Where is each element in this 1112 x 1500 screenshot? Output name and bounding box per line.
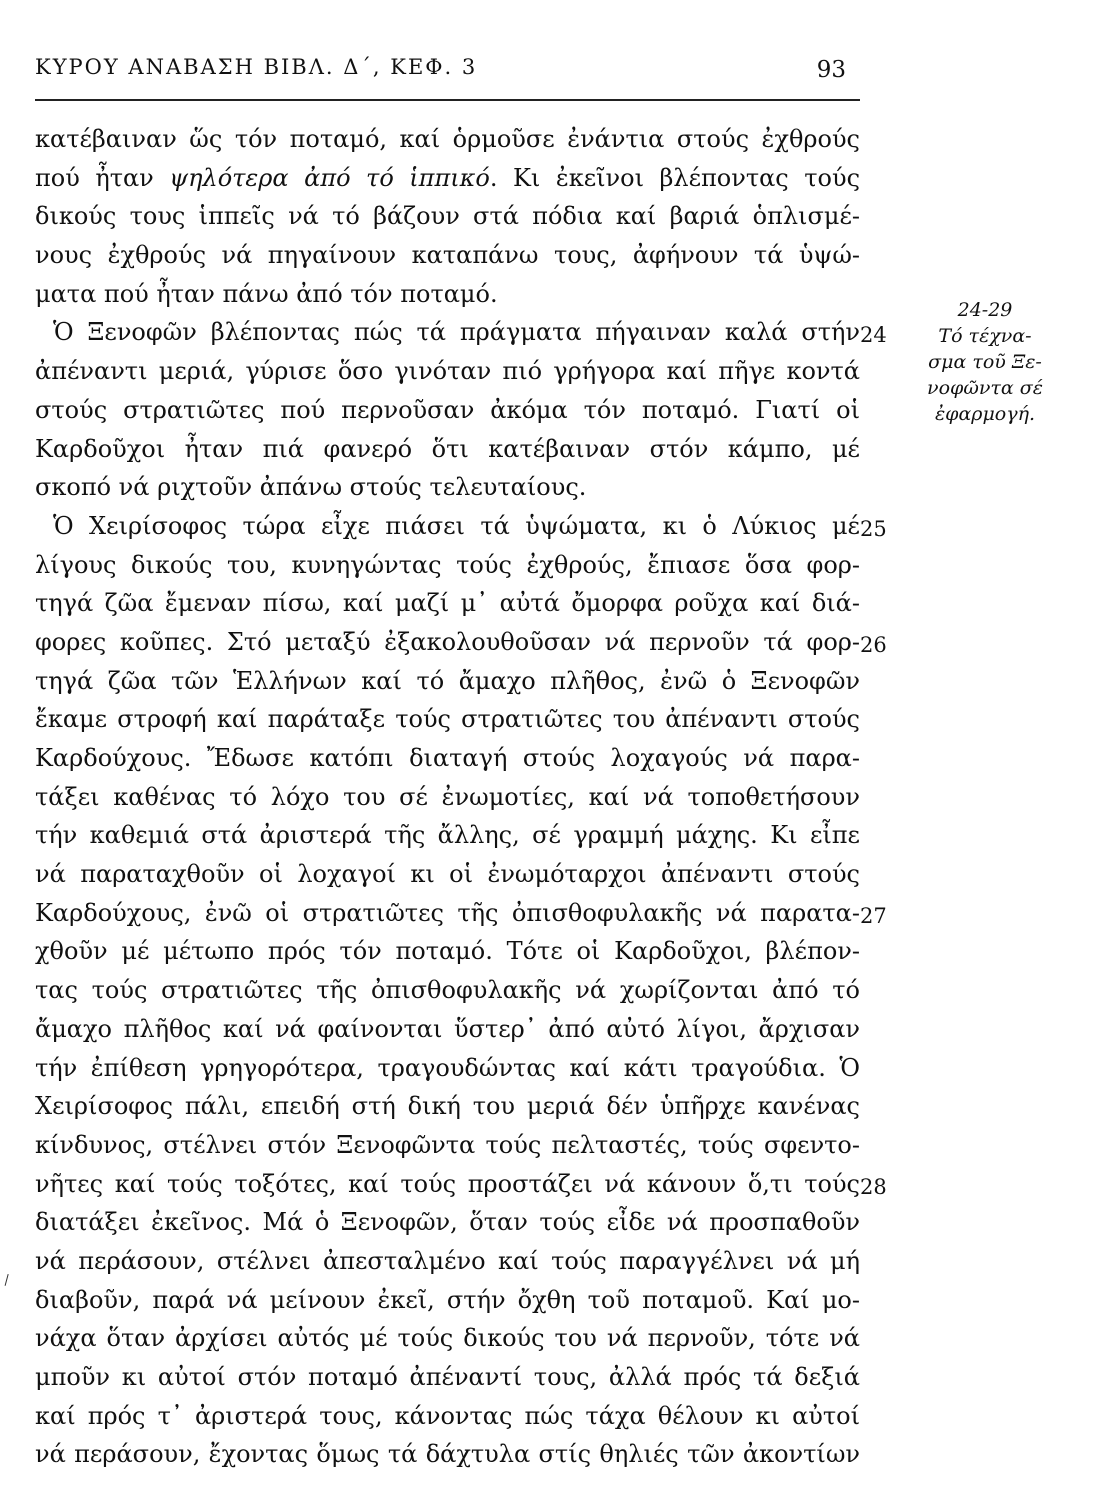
page-number: 93 [816, 57, 846, 83]
margin-note-line: ἐφαρμογή. [934, 403, 1036, 425]
header-title: ΚΥΡΟΥ ΑΝΑΒΑΣΗ ΒΙΒΛ. Δ΄, ΚΕΦ. 3 [35, 55, 478, 79]
paragraph-number: 27 [860, 904, 887, 928]
text-line: τήν καθεμιά στά ἀριστερά τῆς ἄλλης, σέ γραμμή μάχης. Κι εἶπε [35, 821, 860, 850]
text-line: νά περάσουν, ἔχοντας ὅμως τά δάχτυλα στίς θηλιές τῶν ἀκοντίων [35, 1440, 860, 1469]
text-line: καί πρός τ᾿ ἀριστερά τους, κάνοντας πώς τάχα θέλουν κι αὐτοί [35, 1401, 860, 1430]
text-line: τηγά ζῶα ἔμεναν πίσω, καί μαζί μ᾿ αὐτά ὄμορφα ροῦχα καί διά- [35, 589, 860, 618]
margin-note-line: σμα τοῦ Ξε- [928, 351, 1042, 373]
text-line: μποῦν κι αὐτοί στόν ποταμό ἀπέναντί τους, ἀλλά πρός τά δεξιά [35, 1363, 860, 1391]
text-line: Ὁ Χειρίσοφος τώρα εἶχε πιάσει τά ὑψώματα, κι ὁ Λύκιος μέ [53, 511, 860, 540]
paragraph-number: 26 [860, 633, 887, 657]
text-line: δικούς τους ἱππεῖς νά τό βάζουν στά πόδια καί βαριά ὁπλισμέ- [35, 202, 860, 231]
text-line: κατέβαιναν ὥς τόν ποταμό, καί ὁρμοῦσε ἐνάντια στούς ἐχθρούς [35, 125, 860, 153]
text-line: σκοπό νά ριχτοῦν ἀπάνω στούς τελευταίους. [35, 473, 587, 502]
text-line: νά παραταχθοῦν οἱ λοχαγοί κι οἱ ἐνωμόταρχοι ἀπέναντι στούς [35, 860, 860, 889]
text-line: ἀπέναντι μεριά, γύρισε ὅσο γινόταν πιό γρήγορα καί πῆγε κοντά [35, 357, 860, 386]
text-line: ἄμαχο πλῆθος καί νά φαίνονται ὕστερ᾿ ἀπό αὐτό λίγοι, ἄρχισαν [35, 1014, 860, 1043]
text-line: χθοῦν μέ μέτωπο πρός τόν ποταμό. Τότε οἱ Καρδοῦχοι, βλέπον- [35, 937, 860, 966]
header-rule [35, 99, 860, 101]
text-line: κίνδυνος, στέλνει στόν Ξενοφῶντα τούς πελταστές, τούς σφεντο- [35, 1130, 860, 1159]
text-line: διαβοῦν, παρά νά μείνουν ἐκεῖ, στήν ὄχθη τοῦ ποταμοῦ. Καί μο- [35, 1285, 860, 1314]
text-line: ἔκαμε στροφή καί παράταξε τούς στρατιῶτες του ἀπέναντι στούς [35, 705, 860, 734]
text-line: τάξει καθένας τό λόχο του σέ ἐνωμοτίες, καί νά τοποθετήσουν [35, 782, 860, 811]
text-line: διατάξει ἐκεῖνος. Μά ὁ Ξενοφῶν, ὅταν τούς εἶδε νά προσπαθοῦν [35, 1208, 860, 1237]
text-line: στούς στρατιῶτες πού περνοῦσαν ἀκόμα τόν ποταμό. Γιατί οἱ [35, 395, 860, 424]
running-header [35, 55, 860, 95]
text-line: ματα πού ἦταν πάνω ἀπό τόν ποταμό. [35, 279, 498, 308]
text-line: νά περάσουν, στέλνει ἀπεσταλμένο καί τούς παραγγέλνει νά μή [35, 1246, 860, 1275]
text-line: πού ἦταν ψηλότερα ἀπό τό ἱππικό. Κι ἐκεῖνοι βλέποντας τούς [35, 163, 861, 192]
paragraph-number: 28 [860, 1175, 887, 1199]
text-line: λίγους δικούς του, κυνηγώντας τούς ἐχθρούς, ἔπιασε ὅσα φορ- [35, 550, 860, 579]
margin-note-line: Τό τέχνα- [938, 325, 1032, 347]
margin-note-range: 24-29 [957, 299, 1013, 321]
paragraph-number: 25 [860, 517, 887, 541]
text-line: τας τούς στρατιῶτες τῆς ὀπισθοφυλακῆς νά χωρίζονται ἀπό τό [35, 976, 860, 1005]
text-line: νους ἐχθρούς νά πηγαίνουν καταπάνω τους, ἀφήνουν τά ὑψώ- [35, 241, 860, 270]
text-line: Καρδοῦχοι ἦταν πιά φανερό ὅτι κατέβαιναν στόν κάμπο, μέ [35, 434, 860, 463]
italic-phrase: ψηλότερα ἀπό τό ἱππικό [169, 163, 490, 192]
text-line: νάχα ὅταν ἀρχίσει αὐτός μέ τούς δικούς του νά περνοῦν, τότε νά [35, 1324, 860, 1353]
margin-mark [5, 1274, 17, 1288]
text-line: τηγά ζῶα τῶν Ἑλλήνων καί τό ἄμαχο πλῆθος, ἐνῶ ὁ Ξενοφῶν [35, 666, 860, 695]
paragraph-number: 24 [860, 323, 887, 347]
text-line: Ὁ Ξενοφῶν βλέποντας πώς τά πράγματα πήγαιναν καλά στήν [53, 318, 860, 347]
body-text [35, 120, 860, 1474]
text-line: Καρδούχους. Ἔδωσε κατόπι διαταγή στούς λοχαγούς νά παρα- [35, 744, 860, 772]
text-line: Χειρίσοφος πάλι, επειδή στή δική του μεριά δέν ὑπῆρχε κανένας [35, 1092, 860, 1121]
text-line: τήν ἐπίθεση γρηγορότερα, τραγουδώντας καί κάτι τραγούδια. Ὁ [35, 1053, 860, 1082]
margin-note-line: νοφῶντα σέ [927, 377, 1043, 399]
margin-note [915, 297, 1055, 427]
text-line: Καρδούχους, ἐνῶ οἱ στρατιῶτες τῆς ὀπισθοφυλακῆς νά παρατα- [35, 898, 860, 927]
text-line: φορες κοῦπες. Στό μεταξύ ἐξακολουθοῦσαν νά περνοῦν τά φορ- [35, 627, 860, 656]
text-line: νῆτες καί τούς τοξότες, καί τούς προστάζει νά κάνουν ὅ,τι τούς [35, 1169, 860, 1198]
